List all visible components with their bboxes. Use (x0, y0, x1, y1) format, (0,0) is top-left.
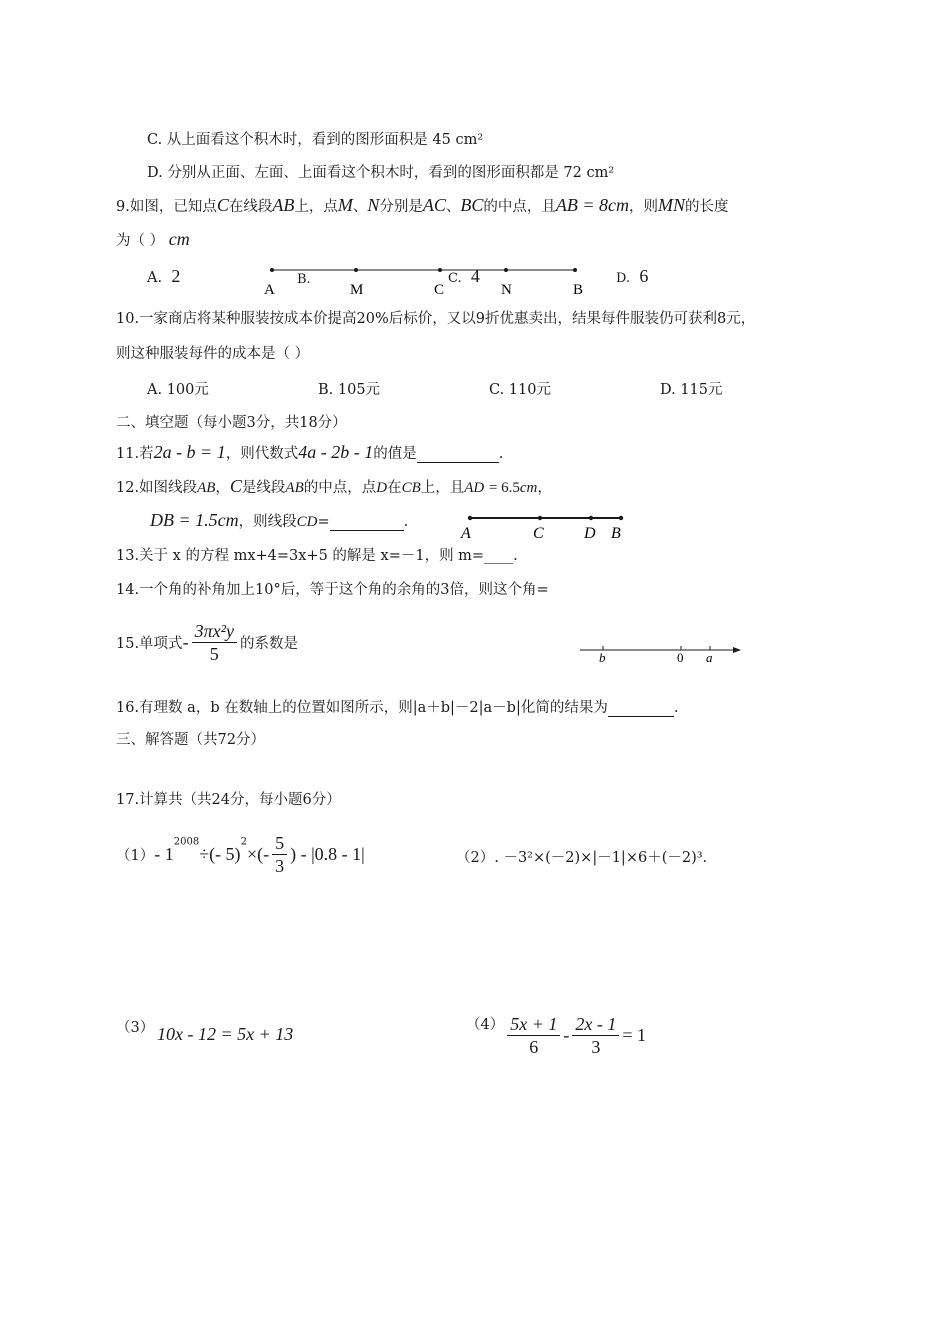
q17-part4-denominator-2: 3 (591, 1037, 601, 1057)
q10-stem-line2: 则这种服装每件的成本是（ ） (116, 346, 310, 362)
section-fill-in-heading: 二、填空题（每小题3分，共18分） (116, 415, 347, 431)
q17-title: 17.计算共（共24分，每小题6分） (116, 792, 341, 808)
q17-part4-denominator-1: 6 (529, 1037, 539, 1057)
q17-part4: （4） $\frac{5x + 1}{6}$ - $\frac{2x - 1}{3}$ = 1 (466, 1014, 647, 1057)
q9-label-n: N (501, 282, 512, 298)
q16-stem: 16.有理数 a，b 在数轴上的位置如图所示，则|a＋b|－2|a－b|化简的结果为 . (116, 700, 679, 716)
q10-stem-line1: 10.一家商店将某种服装按成本价提高20%后标价，又以9折优惠卖出，结果每件服装仍可获利8元， (116, 311, 756, 327)
q17-part1: （1）- $1^{2008}\div(-$ 5)$^2$×(- $\frac{5}{3}$ ) - |0.8 - 1| (116, 833, 365, 876)
q12-point-a (468, 516, 472, 520)
q10-option-c: C. 110元 (489, 382, 551, 398)
q9-point-c (438, 268, 442, 272)
q10-option-b: B. 105元 (318, 382, 381, 398)
label-zero: 0 (677, 650, 684, 665)
q11-answer-blank (417, 448, 499, 463)
q12-stem: 12.如图线段AB，C是线段AB的中点，点D在CB上，且AD = 6.5cm， (116, 476, 552, 496)
q9-point-a (270, 268, 274, 272)
label-b: b (599, 650, 606, 665)
q9-segment-figure (255, 262, 595, 300)
q15-fraction (192, 620, 237, 665)
q12-stem-line2: DB = 1.5cm，则线段CD= . (150, 510, 409, 530)
q9-point-m (354, 268, 358, 272)
q17-part3-equation: 10x - 12 = 5x + 13 (157, 1024, 294, 1044)
q9-point-b (573, 268, 577, 272)
q9-stem-line2: 为（ ） cm (116, 229, 190, 249)
q17-part3-label: （3） (116, 1020, 155, 1036)
label-a: a (706, 650, 713, 665)
q12-point-b (619, 516, 623, 520)
q12-label-c: C (533, 525, 544, 542)
q13-stem: 13.关于 x 的方程 mx+4=3x+5 的解是 x=－1，则 m=____. (116, 548, 518, 564)
q9-label-m: M (350, 282, 364, 298)
q15-numerator: 3πx²y (192, 620, 237, 643)
number-line-arrow (733, 647, 741, 653)
q15-stem: 15.单项式- $\frac{\text{3πx²y}}{5}$ 的系数是 (116, 621, 298, 664)
q14-stem: 14.一个角的补角加上10°后，等于这个角的余角的3倍，则这个角= (116, 582, 549, 598)
q12-point-c (538, 516, 542, 520)
q17-part1-denominator: 3 (275, 856, 285, 876)
q17-part4-fraction-2 (572, 1013, 619, 1058)
q12-answer-blank (330, 516, 404, 531)
q9-stem: 9.如图，已知点C在线段AB上，点M、N分别是AC、BC的中点，且AB = 8cm，则MN的长度 (116, 195, 729, 215)
q16-answer-blank (608, 702, 674, 717)
q10-option-a: A. 100元 (147, 382, 209, 398)
q8-option-d: D. 分别从正面、左面、上面看这个积木时，看到的图形面积都是 72 cm² (147, 165, 615, 181)
q9-option-d: D. 6 (616, 266, 649, 286)
q9-option-a: A. 2 (147, 266, 181, 286)
q17-part4-fraction-1 (507, 1013, 560, 1058)
q12-point-d (589, 516, 593, 520)
q15-number-line (575, 638, 750, 666)
q11-stem: 11.若2a - b = 1，则代数式4a - 2b - 1的值是 . (116, 442, 504, 462)
q15-denominator: 5 (209, 644, 219, 664)
q12-label-a: A (461, 525, 471, 542)
q8-option-c: C. 从上面看这个积木时，看到的图形面积是 45 cm² (147, 132, 484, 148)
q17-part4-numerator-2: 2x - 1 (572, 1013, 619, 1036)
section-solve-heading: 三、解答题（共72分） (116, 732, 265, 748)
q12-label-b: B (611, 525, 621, 542)
q17-part1-fraction (272, 832, 287, 877)
q9-label-c: C (434, 282, 445, 298)
q9-option-c: C. 4 (448, 266, 480, 286)
q17-part4-numerator-1: 5x + 1 (507, 1013, 560, 1036)
q9-option-b: B. (297, 272, 311, 287)
q12-segment-figure (458, 510, 638, 544)
q9-label-b: B (573, 282, 584, 298)
q12-label-d: D (584, 525, 596, 542)
q17-part1-numerator: 5 (272, 832, 287, 855)
q9-label-a: A (264, 282, 275, 298)
q9-point-n (504, 268, 508, 272)
q10-option-d: D. 115元 (660, 382, 723, 398)
q17-part2: （2）. －3²×(－2)×|－1|×6＋(－2)³. (456, 850, 708, 866)
